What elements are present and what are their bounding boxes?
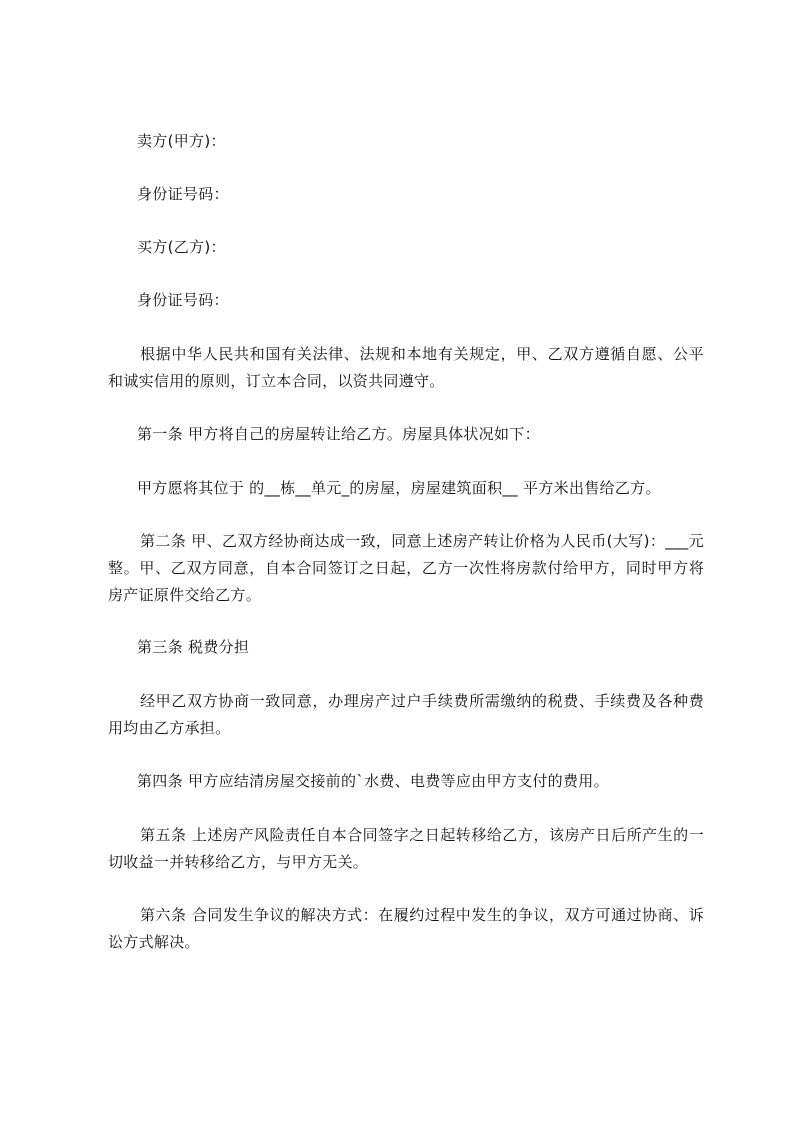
seller-id-label: 身份证号码： xyxy=(137,185,229,203)
buyer-id-label: 身份证号码： xyxy=(137,291,229,309)
article-2: 第二条 甲、乙双方经协商达成一致，同意上述房产转让价格为人民币(大写)：___元整。甲、乙双方同意，自本合同签订之日起，乙方一次性将房款付给甲方，同时甲方将房产证原件交给乙方。 xyxy=(108,532,704,604)
seller-label: 卖方(甲方)： xyxy=(137,132,226,150)
article-6: 第六条 合同发生争议的解决方式：在履约过程中发生的争议，双方可通过协商、诉讼方式解决。 xyxy=(108,906,704,951)
article-1: 第一条 甲方将自己的房屋转让给乙方。房屋具体状况如下： xyxy=(137,425,540,443)
buyer-label: 买方(乙方)： xyxy=(137,238,226,256)
article-3: 第三条 税费分担 xyxy=(137,638,250,656)
article-3-detail: 经甲乙双方协商一致同意，办理房产过户手续费所需缴纳的税费、手续费及各种费用均由乙方承担。 xyxy=(108,692,704,737)
article-4: 第四条 甲方应结清房屋交接前的`水费、电费等应由甲方支付的费用。 xyxy=(137,772,609,790)
article-5: 第五条 上述房产风险责任自本合同签字之日起转移给乙方，该房产日后所产生的一切收益一并转移给乙方，与甲方无关。 xyxy=(108,826,704,871)
article-1-detail: 甲方愿将其位于 的__栋__单元_的房屋，房屋建筑面积__ 平方米出售给乙方。 xyxy=(137,479,661,497)
intro-paragraph: 根据中华人民共和国有关法律、法规和本地有关规定，甲、乙双方遵循自愿、公平和诚实信用的原则，订立本合同，以资共同遵守。 xyxy=(108,345,704,390)
